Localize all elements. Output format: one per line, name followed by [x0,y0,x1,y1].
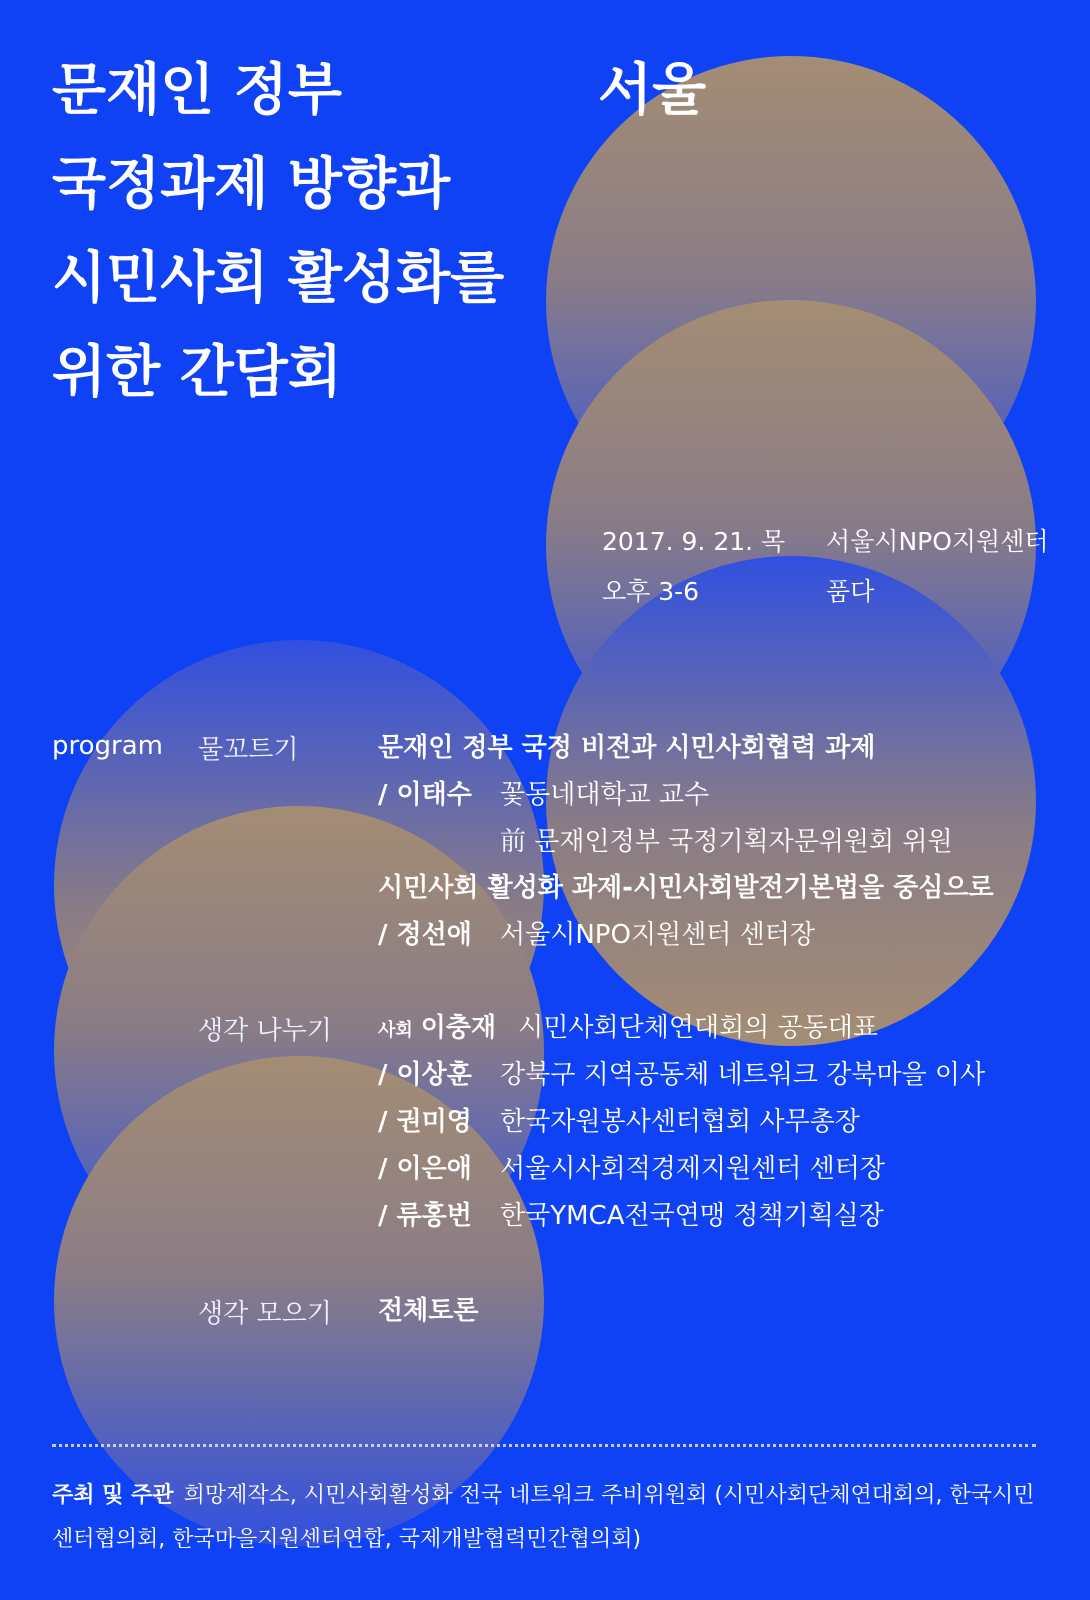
moderator-role: 시민사회단체연대회의 공동대표 [518,1013,879,1043]
section-name: 생각 모으기 [198,1299,332,1329]
panelist-role: 한국YMCA전국연맹 정책기획실장 [500,1201,884,1231]
moderator-name: 이충재 [420,1013,497,1043]
speaker-name: / 정선애 [378,920,472,950]
organizers [52,1474,1042,1562]
program-label: program [52,731,163,761]
speaker-line [378,774,709,811]
organizers-heading: 주최 및 주관 [52,1483,174,1508]
speaker-line [378,914,815,951]
title-line-3: 시민사회 활성화를 [52,246,505,311]
talk-title: 시민사회 활성화 과제-시민사회발전기본법을 중심으로 [378,873,994,903]
speaker-role: 꽃동네대학교 교수 [500,780,710,810]
section-name: 물꼬트기 [198,735,299,765]
event-title [52,44,504,420]
panelist-role: 한국자원봉사센터협회 사무총장 [500,1107,860,1137]
event-date: 2017. 9. 21. 목 [602,527,786,556]
panelist-line [378,1195,884,1232]
organizers-text: 희망제작소, 시민사회활성화 전국 네트워크 주비위원회 (시민사회단체연대회의, 한국시민센터협의회, 한국마을지원센터연합, 국제개발협력민간협의회) [52,1483,1035,1552]
talk-title: 문재인 정부 국정 비전과 시민사회협력 과제 [378,733,876,763]
section-name: 생각 나누기 [198,1016,332,1046]
panelist-name: / 이은애 [378,1154,472,1184]
panelist-name: / 권미영 [378,1107,472,1137]
panelist-role: 강북구 지역공동체 네트워크 강북마을 이사 [500,1060,986,1090]
panelist-role: 서울시사회적경제지원센터 센터장 [500,1154,886,1184]
discussion-title: 전체토론 [378,1296,479,1326]
event-time: 오후 3-6 [602,577,700,606]
moderator-tag: 사회 [378,1020,413,1041]
title-line-1: 문재인 정부 [52,58,342,123]
title-line-4: 위한 간담회 [52,340,342,405]
footer-divider [52,1444,1036,1447]
event-room: 품다 [826,577,875,606]
speaker-name: / 이태수 [378,780,472,810]
speaker-role: 서울시NPO지원센터 센터장 [500,920,816,950]
title-line-2: 국정과제 방향과 [52,152,451,217]
speaker-line [378,821,953,858]
panelist-line [378,1101,860,1138]
panelist-name: / 류홍번 [378,1201,472,1231]
speaker-role: 前 문재인정부 국정기획자문위원회 위원 [500,827,953,857]
panelist-line [378,1148,885,1185]
moderator-line [378,1007,878,1044]
event-venue: 서울시NPO지원센터 [826,527,1049,556]
panelist-line [378,1054,985,1091]
event-city: 서울 [598,58,707,123]
panelist-name: / 이상훈 [378,1060,472,1090]
